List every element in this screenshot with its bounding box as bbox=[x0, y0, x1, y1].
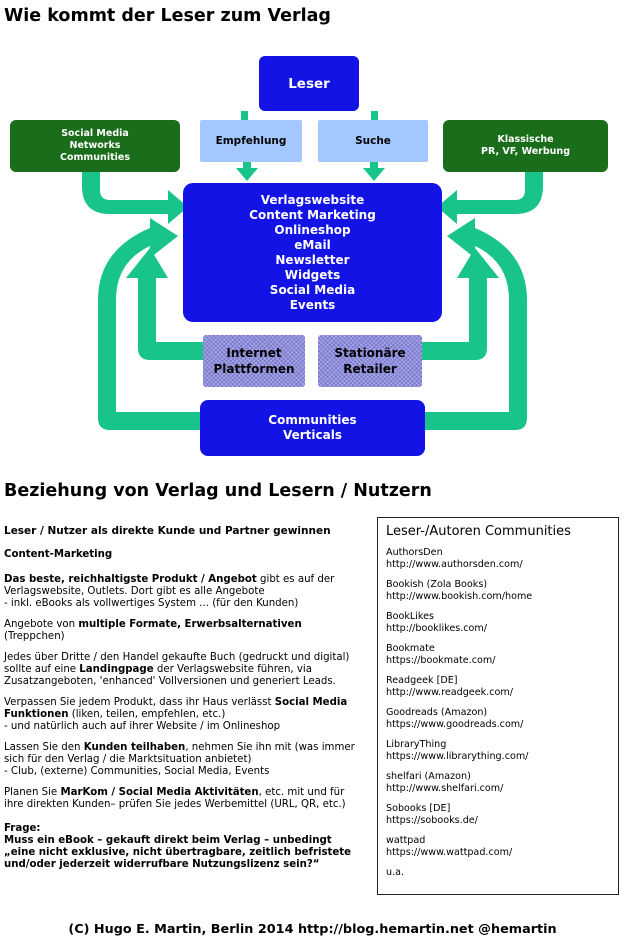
left-heading: Leser / Nutzer als direkte Kunde und Partner gewinnen bbox=[4, 525, 331, 537]
community-url[interactable]: http://www.readgeek.com/ bbox=[386, 686, 513, 698]
community-name: LibraryThing bbox=[386, 739, 447, 750]
communities-line-2: Verticals bbox=[282, 428, 342, 442]
center-line-5: Newsletter bbox=[275, 252, 350, 267]
community-name: Readgeek [DE] bbox=[386, 675, 458, 686]
stationaer-line-1: Stationäre bbox=[334, 346, 406, 360]
communities-footer: u.a. bbox=[386, 867, 405, 878]
community-name: wattpad bbox=[386, 835, 426, 846]
social-line-2: Networks bbox=[69, 140, 121, 151]
leser-label: Leser bbox=[288, 75, 330, 92]
center-line-1: Verlagswebsite bbox=[260, 192, 365, 207]
internet-line-2: Plattformen bbox=[213, 362, 295, 376]
community-entry bbox=[386, 675, 610, 698]
communities-panel bbox=[377, 517, 619, 895]
page-title: Wie kommt der Leser zum Verlag bbox=[4, 6, 331, 26]
communities-panel-title: Leser-/Autoren Communities bbox=[386, 524, 571, 539]
community-name: shelfari (Amazon) bbox=[386, 771, 471, 782]
communities-list bbox=[386, 547, 610, 858]
community-url[interactable]: https://sobooks.de/ bbox=[386, 814, 478, 826]
left-text-column bbox=[4, 525, 362, 880]
community-name: Sobooks [DE] bbox=[386, 803, 451, 814]
stationaer-line-2: Retailer bbox=[343, 362, 397, 376]
community-url[interactable]: http://booklikes.com/ bbox=[386, 622, 487, 634]
arrow-empfehlung-down bbox=[236, 160, 258, 181]
community-name: Bookish (Zola Books) bbox=[386, 579, 488, 590]
center-line-6: Widgets bbox=[284, 267, 341, 282]
communities-verticals-box bbox=[200, 400, 425, 456]
paragraph-5: Lassen Sie den Kunden teilhaben, nehmen Sie ihn mit (was immer sich für den Verlag / die Marktsituation anbietet) - Club, (externe) Communities, Social Media, Events bbox=[4, 742, 355, 777]
center-line-8: Events bbox=[289, 297, 336, 312]
frage-paragraph: Frage: Muss ein eBook – gekauft direkt beim Verlag – unbedingt „eine nicht exklusive, nicht übertragbare, zeitlich befristete und/oder jederzeit widerrufbare Nutzungslizenz sein?“ bbox=[4, 823, 352, 870]
community-entry bbox=[386, 611, 610, 634]
social-line-1: Social Media bbox=[61, 128, 129, 139]
suche-box bbox=[318, 120, 428, 162]
klassische-box bbox=[443, 120, 608, 172]
social-media-box bbox=[10, 120, 180, 172]
community-entry bbox=[386, 771, 610, 794]
community-url[interactable]: https://bookmate.com/ bbox=[386, 654, 496, 666]
community-entry bbox=[386, 803, 610, 826]
center-line-2: Content Marketing bbox=[249, 207, 376, 222]
center-line-4: eMail bbox=[294, 237, 331, 252]
empfehlung-label: Empfehlung bbox=[215, 135, 287, 147]
paragraph-2: Angebote von multiple Formate, Erwerbsalternativen (Treppchen) bbox=[4, 619, 302, 642]
community-entry bbox=[386, 643, 610, 666]
paragraph-3: Jedes über Dritte / den Handel gekaufte Buch (gedruckt und digital) sollte auf eine Landingpage der Verlagswebsite führen, via Zusatzangeboten, 'enhanced' Vollversionen und generiert Leads. bbox=[4, 652, 350, 687]
arrow-klassische-to-center bbox=[437, 172, 543, 224]
paragraph-4: Verpassen Sie jedem Produkt, dass ihr Haus verlässt Social Media Funktionen (liken, teilen, empfehlen, etc.) - und natürlich auch auf ihrer Website / im Onlineshop bbox=[4, 697, 348, 732]
empfehlung-box bbox=[200, 120, 302, 162]
community-url[interactable]: http://www.bookish.com/home bbox=[386, 590, 533, 602]
left-subheading: Content-Marketing bbox=[4, 549, 113, 560]
arrow-suche-down bbox=[363, 160, 385, 181]
paragraph-6: Planen Sie MarKom / Social Media Aktivitäten, etc. mit und für ihre direkten Kunden– prüfen Sie jedes Werbemittel (URL, QR, etc.) bbox=[4, 787, 346, 810]
section-title: Beziehung von Verlag und Lesern / Nutzern bbox=[4, 481, 432, 501]
community-url[interactable]: https://www.goodreads.com/ bbox=[386, 718, 524, 730]
center-line-3: Onlineshop bbox=[274, 222, 351, 237]
verlag-center-box bbox=[183, 183, 442, 322]
stationaere-retailer-box bbox=[318, 335, 422, 387]
paragraph-1: Das beste, reichhaltigste Produkt / Angebot gibt es auf der Verlagswebsite, Outlets. Dort gibt es alle Angebote - inkl. eBooks als vollwertiges System ... (für den Kunden) bbox=[4, 574, 335, 609]
suche-label: Suche bbox=[355, 135, 391, 147]
community-name: BookLikes bbox=[386, 611, 435, 622]
social-line-3: Communities bbox=[60, 152, 130, 163]
community-entry bbox=[386, 739, 610, 762]
community-entry bbox=[386, 835, 610, 858]
arrow-social-to-center bbox=[82, 172, 188, 224]
community-name: Goodreads (Amazon) bbox=[386, 707, 488, 718]
internet-plattformen-box bbox=[203, 335, 305, 387]
community-url[interactable]: http://www.authorsden.com/ bbox=[386, 558, 523, 570]
leser-box bbox=[259, 56, 359, 111]
communities-line-1: Communities bbox=[268, 413, 357, 427]
community-url[interactable]: http://www.shelfari.com/ bbox=[386, 782, 504, 794]
community-url[interactable]: https://www.librarything.com/ bbox=[386, 750, 529, 762]
community-url[interactable]: https://www.wattpad.com/ bbox=[386, 846, 513, 858]
klassische-line-1: Klassische bbox=[497, 134, 554, 145]
copyright-footer: (C) Hugo E. Martin, Berlin 2014 http://blog.hemartin.net @hemartin bbox=[68, 922, 557, 937]
center-line-7: Social Media bbox=[269, 282, 356, 297]
internet-line-1: Internet bbox=[226, 346, 282, 360]
community-name: AuthorsDen bbox=[386, 547, 443, 558]
community-entry bbox=[386, 547, 610, 570]
community-entry bbox=[386, 579, 610, 602]
klassische-line-2: PR, VF, Werbung bbox=[481, 146, 570, 157]
community-name: Bookmate bbox=[386, 643, 435, 654]
community-entry bbox=[386, 707, 610, 730]
